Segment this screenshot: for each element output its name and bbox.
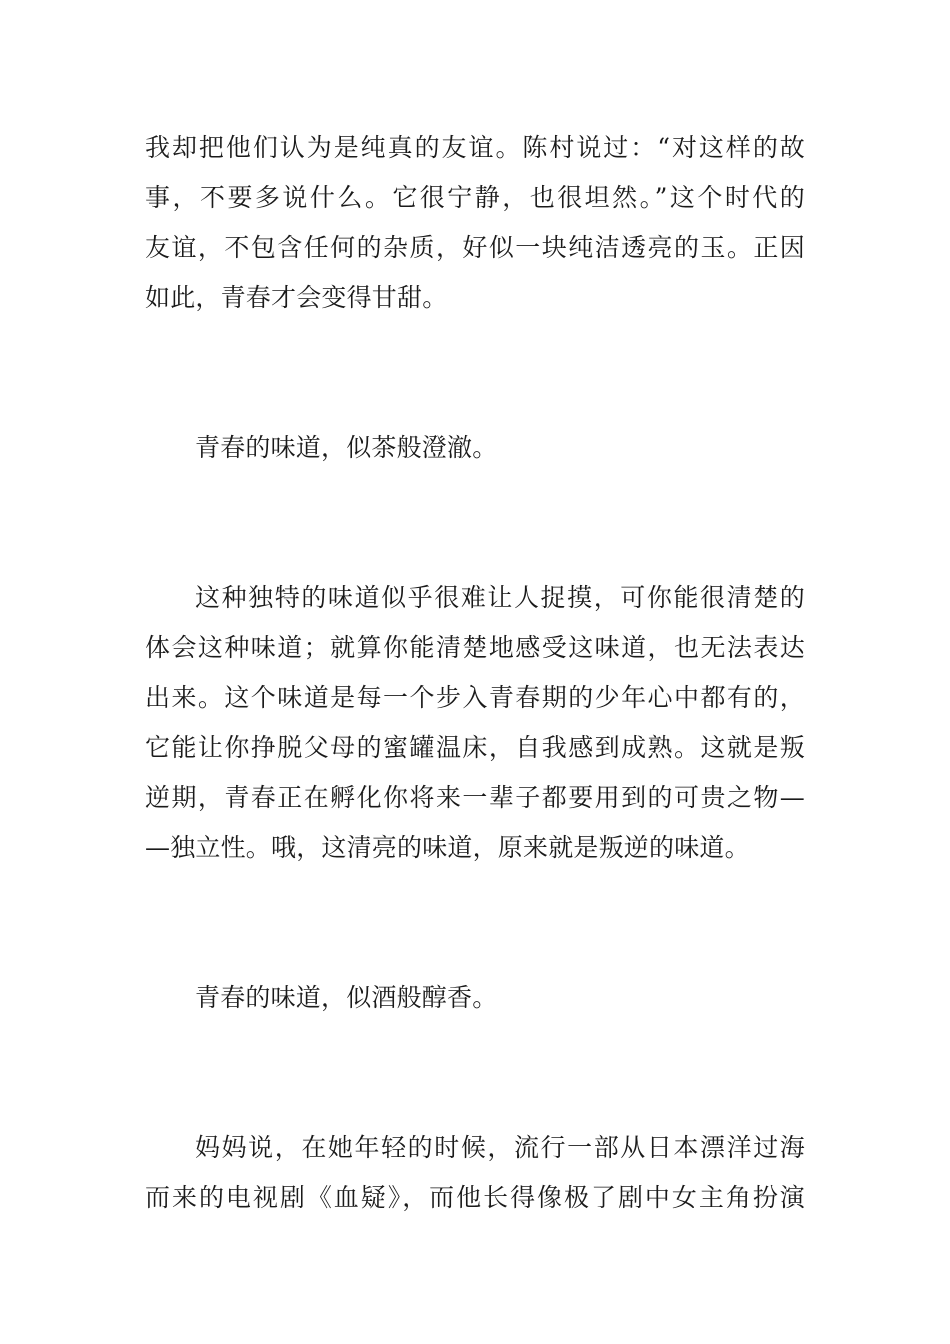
paragraph-1-line-3: 友谊，不包含任何的杂质，好似一块纯洁透亮的玉。正因	[145, 233, 805, 262]
paragraph-3-line-2: 体会这种味道；就算你能清楚地感受这味道，也无法表达	[145, 633, 805, 662]
paragraph-1-line-2: 事，不要多说什么。它很宁静，也很坦然。”这个时代的	[145, 183, 805, 212]
paragraph-4-line-1: 青春的味道，似酒般醇香。	[195, 983, 498, 1012]
paragraph-3-line-1: 这种独特的味道似乎很难让人捉摸，可你能很清楚的	[195, 583, 805, 612]
paragraph-3-line-3: 出来。这个味道是每一个步入青春期的少年心中都有的，	[145, 683, 805, 712]
paragraph-2-line-1: 青春的味道，似茶般澄澈。	[195, 433, 498, 462]
paragraph-1-line-1: 我却把他们认为是纯真的友谊。陈村说过：“对这样的故	[145, 133, 805, 162]
paragraph-3-line-5: 逆期，青春正在孵化你将来一辈子都要用到的可贵之物—	[145, 783, 805, 812]
paragraph-5-line-1: 妈妈说，在她年轻的时候，流行一部从日本漂洋过海	[195, 1133, 805, 1162]
paragraph-3-line-4: 它能让你挣脱父母的蜜罐温床，自我感到成熟。这就是叛	[145, 733, 805, 762]
paragraph-3-line-6: —独立性。哦，这清亮的味道，原来就是叛逆的味道。	[145, 833, 750, 862]
paragraph-5-line-2: 而来的电视剧《血疑》，而他长得像极了剧中女主角扮演	[145, 1183, 805, 1212]
paragraph-1-line-4: 如此，青春才会变得甘甜。	[145, 283, 448, 312]
